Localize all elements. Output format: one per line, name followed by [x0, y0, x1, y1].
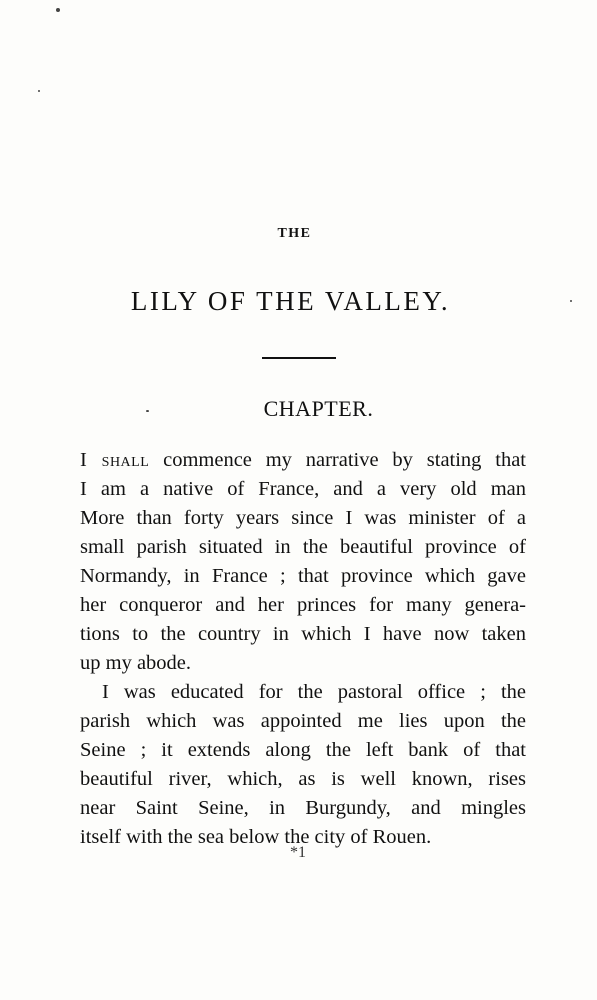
- text-line: tions to the country in which I have now taken: [80, 623, 526, 645]
- body-text: [80, 446, 526, 852]
- title-prefix-text: THE: [277, 226, 312, 241]
- chapter-heading: [0, 396, 597, 422]
- text-line: beautiful river, which, as is well known, rises: [80, 768, 526, 790]
- text-line: itself with the sea below the city of Rouen.: [80, 826, 432, 848]
- page-title: [0, 286, 597, 317]
- lead-words: I shall: [80, 449, 150, 471]
- text-line: near Saint Seine, in Burgundy, and mingles: [80, 797, 526, 819]
- ink-speck: [56, 8, 60, 12]
- ink-speck: [38, 90, 40, 92]
- text-line: Normandy, in France ; that province which gave: [80, 565, 526, 587]
- text-line: I shall commence my narrative by stating that: [80, 449, 527, 471]
- text-line: parish which was appointed me lies upon the: [80, 710, 526, 732]
- page-number: *1: [290, 844, 306, 861]
- text-line: up my abode.: [80, 652, 192, 674]
- text-line: small parish situated in the beautiful province of: [80, 536, 526, 558]
- text-line: More than forty years since I was minister of a: [80, 507, 526, 529]
- title-divider: [262, 357, 336, 359]
- text-line: Seine ; it extends along the left bank of that: [80, 739, 526, 761]
- text-line: her conqueror and her princes for many genera-: [80, 594, 526, 616]
- page-title-text: LILY OF THE VALLEY.: [130, 286, 451, 316]
- text-line: I was educated for the pastoral office ; the: [102, 681, 526, 703]
- chapter-heading-text: CHAPTER.: [263, 396, 374, 421]
- title-prefix: [0, 226, 597, 242]
- text-line: I am a native of France, and a very old man: [80, 478, 526, 500]
